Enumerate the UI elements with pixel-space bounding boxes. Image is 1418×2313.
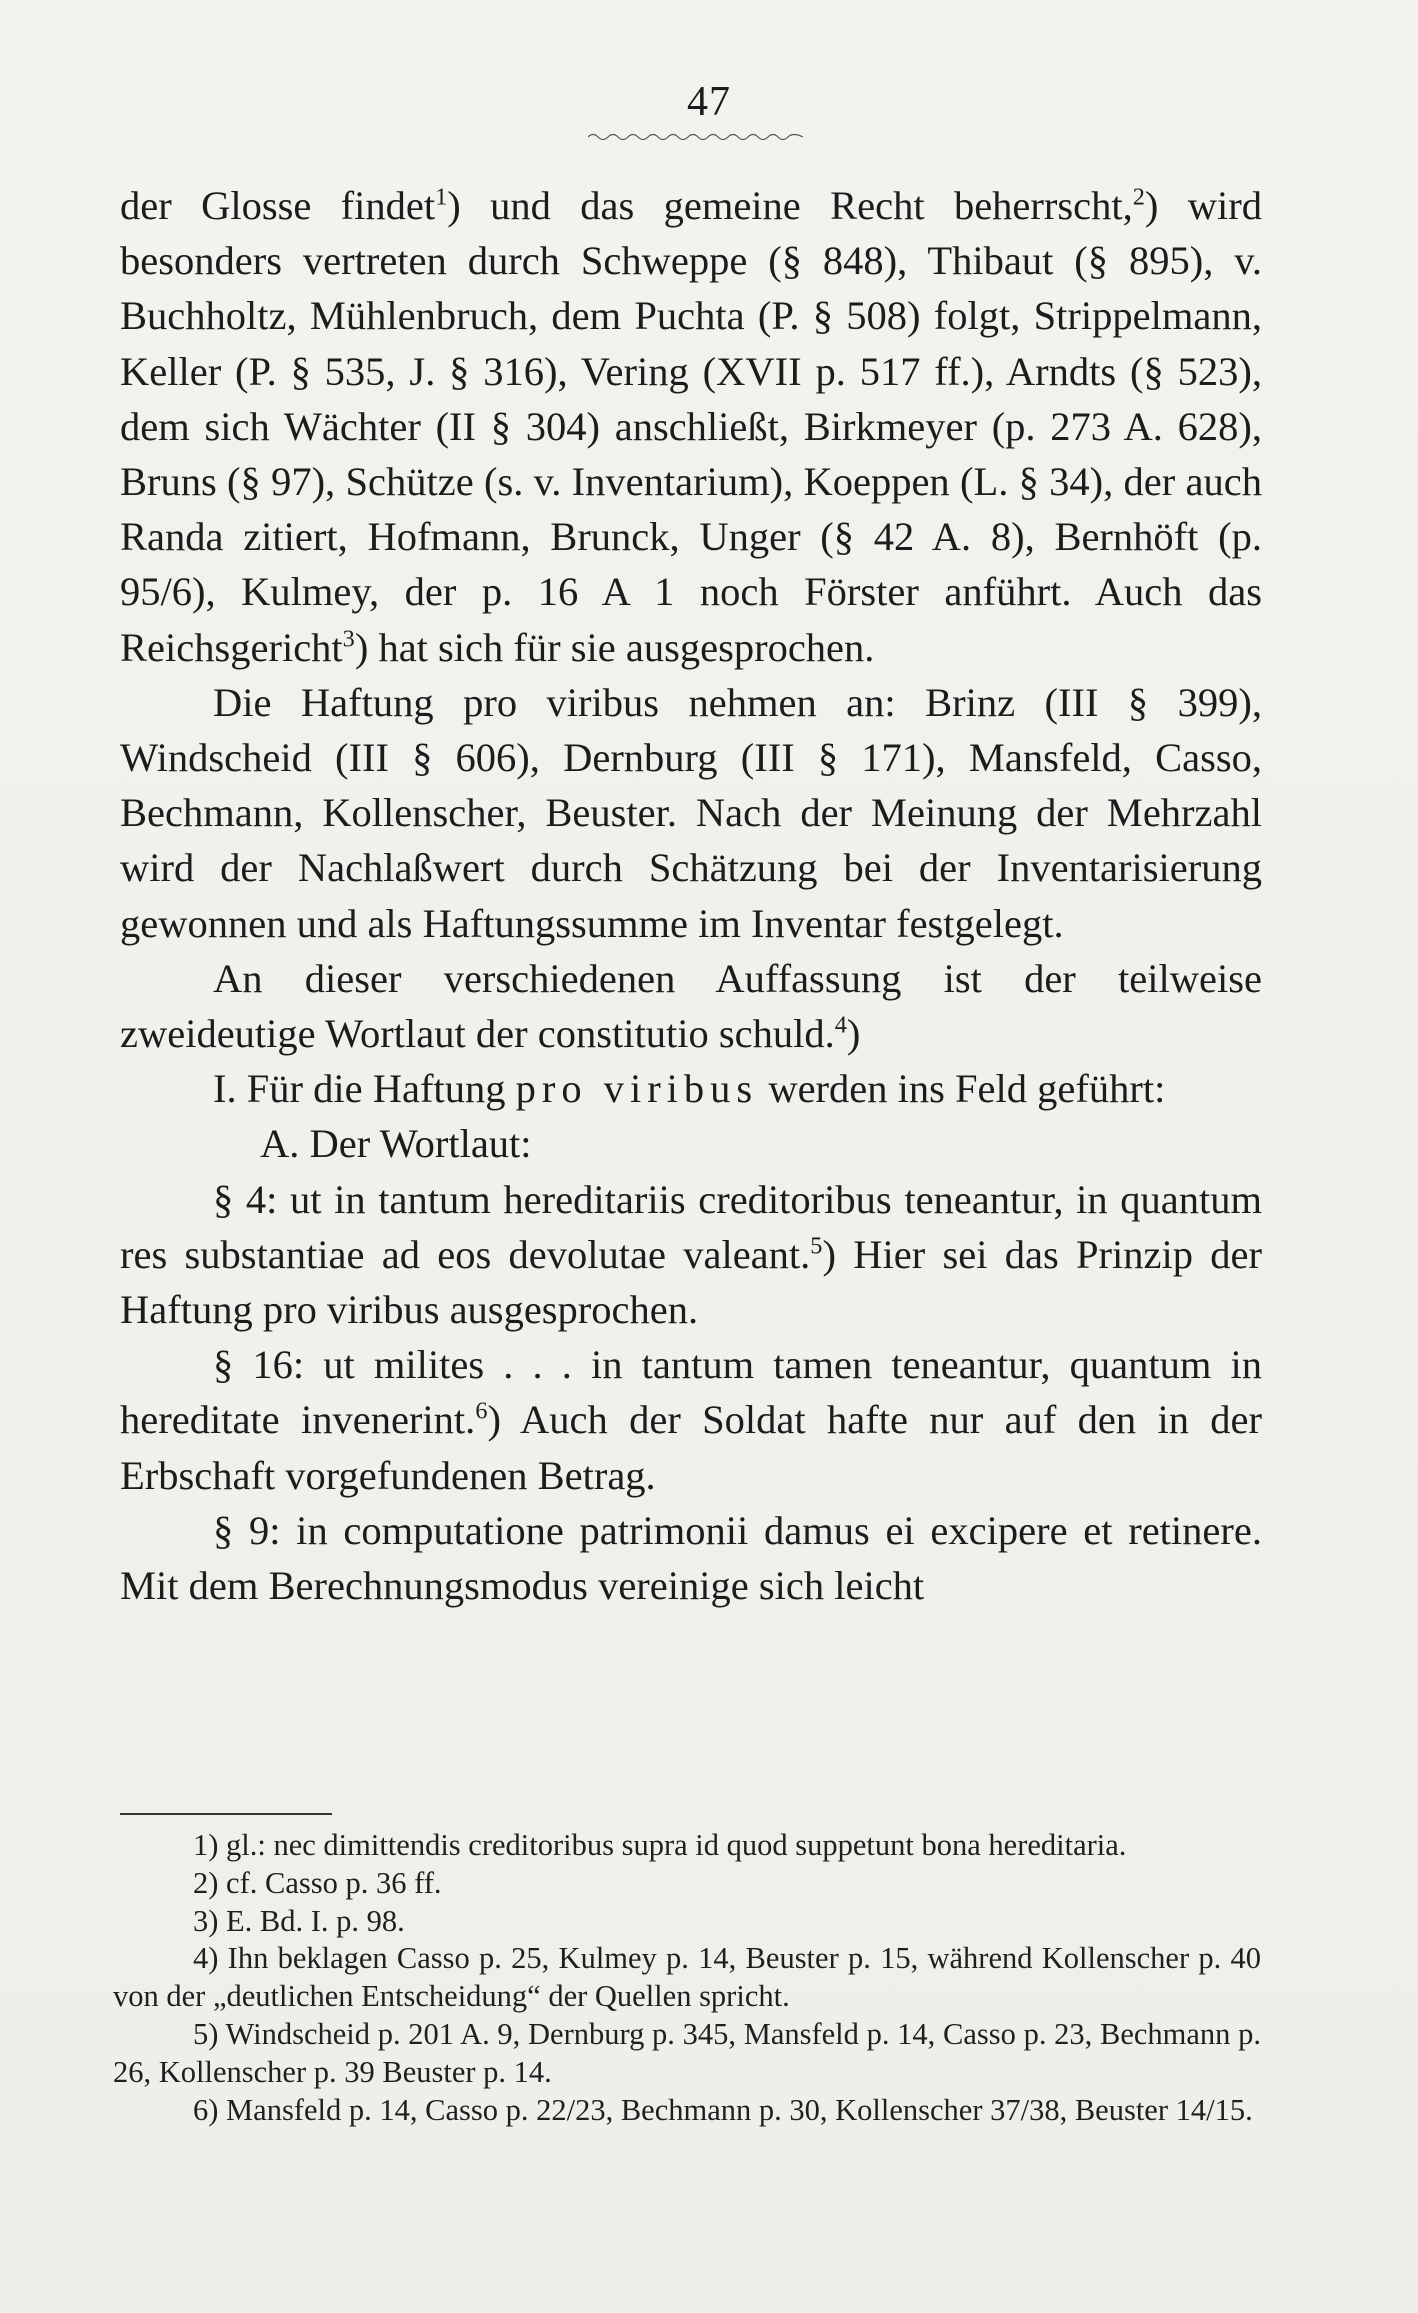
paragraph: § 9: in computatione patrimonii damus ei excipere et retinere. Mit dem Berechnungsmodus vereinige sich leicht xyxy=(120,1507,1262,1609)
footnote: 2) cf. Casso p. 36 ff. xyxy=(193,1865,442,1900)
footnote: 6) Mansfeld p. 14, Casso p. 22/23, Bechmann p. 30, Kollenscher 37/38, Beuster 14/15. xyxy=(193,2092,1253,2127)
footnote-ref: 5 xyxy=(810,1232,823,1260)
footnote: 1) gl.: nec dimittendis creditoribus supra id quod suppetunt bona hereditaria. xyxy=(193,1828,1127,1862)
paragraph: § 16: ut milites . . . in tantum tamen teneantur, quantum in hereditate invenerint.$^6$) Auch der Soldat hafte nur auf den in der Erbschaft vorgefundenen Betrag. xyxy=(120,1342,1263,1498)
paragraph: der Glosse findet$^1$) und das gemeine Recht beherrscht,$^2$) wird besonders vertreten durch Schweppe (§ 848), Thibaut (§ 895), v. Buchholtz, Mühlenbruch, dem Puchta (P. § 508) folgt, Strippelmann, Keller (P. § 535, J. § 316), Vering (XVII p. 517 ff.), Arndts (§ 523), dem sich Wächter (II § 304) anschließt, Birkmeyer (p. 273 A. 628), Bruns (§ 97), Schütze (s. v. Inventarium), Koeppen (L. § 34), der auch Randa zitiert, Hofmann, Brunck, Unger (§ 42 A. 8), Bernhöft (p. 95/6), Kulmey, der p. 16 A 1 noch Förster anführt. Auch das Reichsgericht$^3$) hat sich für sie ausgesprochen. xyxy=(120,183,1262,670)
paragraph: An dieser verschiedenen Auffassung ist der teilweise zweideutige Wortlaut der constitutio schuld.$^4$) xyxy=(120,955,1262,1057)
spaced-emphasis: pro viribus xyxy=(515,1066,759,1112)
footnote-ref: 1 xyxy=(435,183,448,211)
paragraph: § 4: ut in tantum hereditariis creditoribus teneantur, in quantum res substantiae ad eos devolutae valeant.$^5$) Hier sei das Prinzip der Haftung pro viribus ausgesprochen. xyxy=(120,1176,1262,1333)
footnote-ref: 4 xyxy=(834,1011,847,1039)
footnote: 5) Windscheid p. 201 A. 9, Dernburg p. 345, Mansfeld p. 14, Casso p. 23, Bechmann p. 26, Kollenscher p. 39 Beuster p. 14. xyxy=(113,2016,1261,2089)
page-number: 47 xyxy=(687,79,731,125)
footnote-ref: 3 xyxy=(342,625,355,653)
main-text xyxy=(120,178,1262,1613)
footnotes xyxy=(113,1827,1261,2129)
footnote-divider xyxy=(120,1813,332,1815)
footnote: 4) Ihn beklagen Casso p. 25, Kulmey p. 14, Beuster p. 15, während Kollenscher p. 40 von der „deutlichen Entscheidung“ der Quellen spricht. xyxy=(113,1941,1261,2014)
decorative-wave-rule xyxy=(588,132,803,142)
paragraph: I. Für die Haftung pro viribus werden ins Feld geführt: xyxy=(213,1066,1166,1112)
paragraph: Die Haftung pro viribus nehmen an: Brinz (III § 399), Windscheid (III § 606), Dernburg (III § 171), Mansfeld, Casso, Bechmann, Kollenscher, Beuster. Nach der Meinung der Mehrzahl wird der Nachlaßwert durch Schätzung bei der Inventarisierung gewonnen und als Haftungssumme im Inventar festgelegt. xyxy=(120,679,1262,946)
footnote-ref: 2 xyxy=(1132,183,1145,211)
footnote: 3) E. Bd. I. p. 98. xyxy=(193,1903,405,1938)
footnote-ref: 6 xyxy=(475,1397,488,1425)
section-heading: A. Der Wortlaut: xyxy=(260,1121,532,1167)
